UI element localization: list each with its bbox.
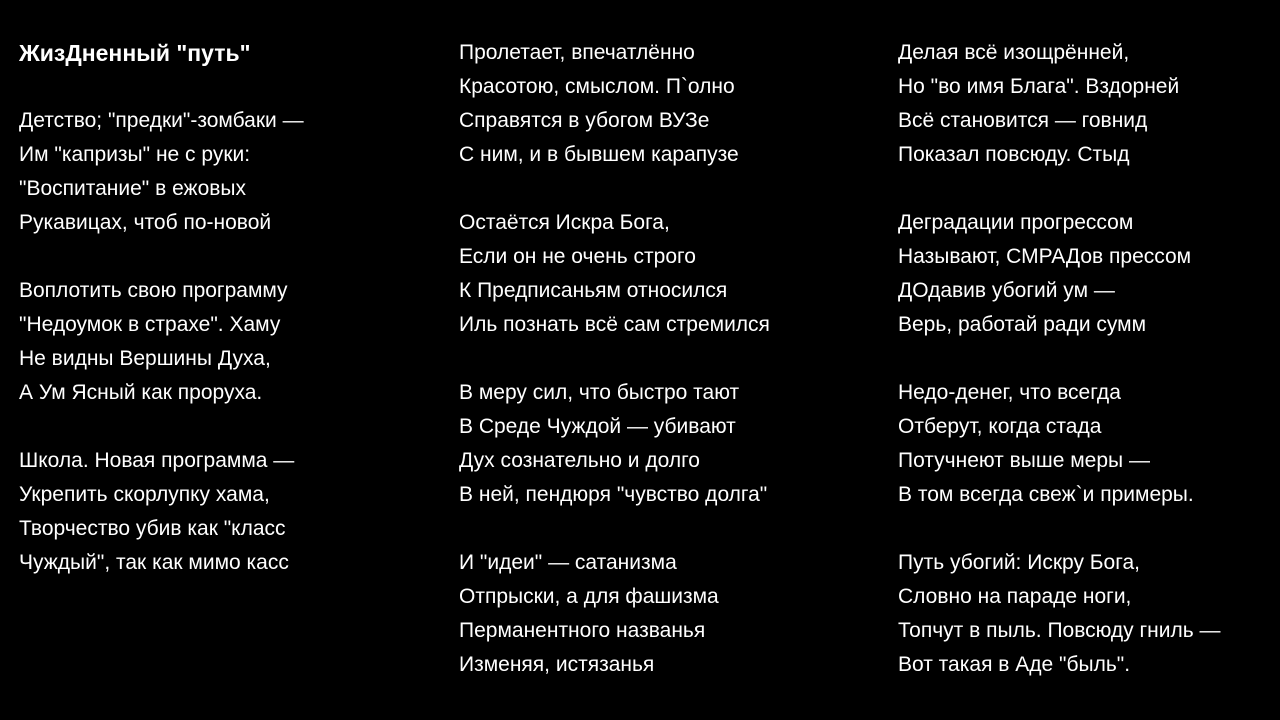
stanza-3-3 xyxy=(898,376,1278,512)
poem-line: Им "капризы" не с руки: xyxy=(19,143,251,166)
poem-line: Потучнеют выше меры — xyxy=(898,449,1150,472)
stanza-2-4 xyxy=(459,546,879,682)
poem-line: Если он не очень строго xyxy=(459,245,696,268)
poem-line: Пролетает, впечатлённо xyxy=(459,41,695,64)
poem-line: Называют, СМРАДов прессом xyxy=(898,245,1192,268)
poem-line: Воплотить свою программу xyxy=(19,279,288,302)
poem-line: Перманентного названья xyxy=(459,619,706,642)
poem-line: С ним, и в бывшем карапузе xyxy=(459,143,739,166)
poem-line: ДОдавив убогий ум — xyxy=(898,279,1115,302)
poem-line: Топчут в пыль. Повсюду гниль — xyxy=(898,619,1221,642)
stanza-2-1 xyxy=(459,36,879,172)
poem-line: "Недоумок в страхе". Хаму xyxy=(19,313,281,336)
poem-line: Красотою, смыслом. П`олно xyxy=(459,75,735,98)
poem-column-1 xyxy=(19,36,439,614)
stanza-3-4 xyxy=(898,546,1278,682)
poem-line: Показал повсюду. Стыд xyxy=(898,143,1130,166)
poem-line: Отберут, когда стада xyxy=(898,415,1102,438)
poem-line: Вот такая в Аде "быль". xyxy=(898,653,1131,676)
poem-line: Словно на параде ноги, xyxy=(898,585,1132,608)
poem-line: Изменяя, истязанья xyxy=(459,653,655,676)
poem-line: А Ум Ясный как проруха. xyxy=(19,381,263,404)
poem-line: Но "во имя Блага". Вздорней xyxy=(898,75,1180,98)
poem-line: К Предписаньям относился xyxy=(459,279,728,302)
poem-line: Школа. Новая программа — xyxy=(19,449,295,472)
poem-line: "Воспитание" в ежовых xyxy=(19,177,247,200)
poem-column-2 xyxy=(459,36,879,716)
poem-line: И "идеи" — сатанизма xyxy=(459,551,677,574)
poem-title: ЖизДненный "путь" xyxy=(19,40,251,66)
stanza-3-1 xyxy=(898,36,1278,172)
poem-line: В том всегда свеж`и примеры. xyxy=(898,483,1194,506)
stanza-2-2 xyxy=(459,206,879,342)
stanza-1-1 xyxy=(19,104,439,240)
poem-column-3 xyxy=(898,36,1278,716)
stanza-3-2 xyxy=(898,206,1278,342)
poem-line: Верь, работай ради сумм xyxy=(898,313,1147,336)
poem-line: Делая всё изощрённей, xyxy=(898,41,1130,64)
poem-line: Справятся в убогом ВУЗе xyxy=(459,109,710,132)
poem-line: В Среде Чуждой — убивают xyxy=(459,415,736,438)
poem-line: Иль познать всё сам стремился xyxy=(459,313,770,336)
stanza-1-2 xyxy=(19,274,439,410)
poem-line: В ней, пендюря "чувство долга" xyxy=(459,483,768,506)
poem-line: Путь убогий: Искру Бога, xyxy=(898,551,1140,574)
poem-line: Чуждый", так как мимо касс xyxy=(19,551,289,574)
poem-line: Остаётся Искра Бога, xyxy=(459,211,670,234)
poem-line: Рукавицах, чтоб по-новой xyxy=(19,211,272,234)
poem-line: Детство; "предки"-зомбаки — xyxy=(19,109,304,132)
poem-line: Дух сознательно и долго xyxy=(459,449,700,472)
poem-line: Всё становится — говнид xyxy=(898,109,1148,132)
poem-line: Недо-денег, что всегда xyxy=(898,381,1121,404)
poem-line: Деградации прогрессом xyxy=(898,211,1134,234)
poem-line: Творчество убив как "класс xyxy=(19,517,286,540)
poem-line: В меру сил, что быстро тают xyxy=(459,381,740,404)
poem-line: Отпрыски, а для фашизма xyxy=(459,585,719,608)
poem-line: Укрепить скорлупку хама, xyxy=(19,483,270,506)
poem-line: Не видны Вершины Духа, xyxy=(19,347,271,370)
stanza-2-3 xyxy=(459,376,879,512)
stanza-1-3 xyxy=(19,444,439,580)
